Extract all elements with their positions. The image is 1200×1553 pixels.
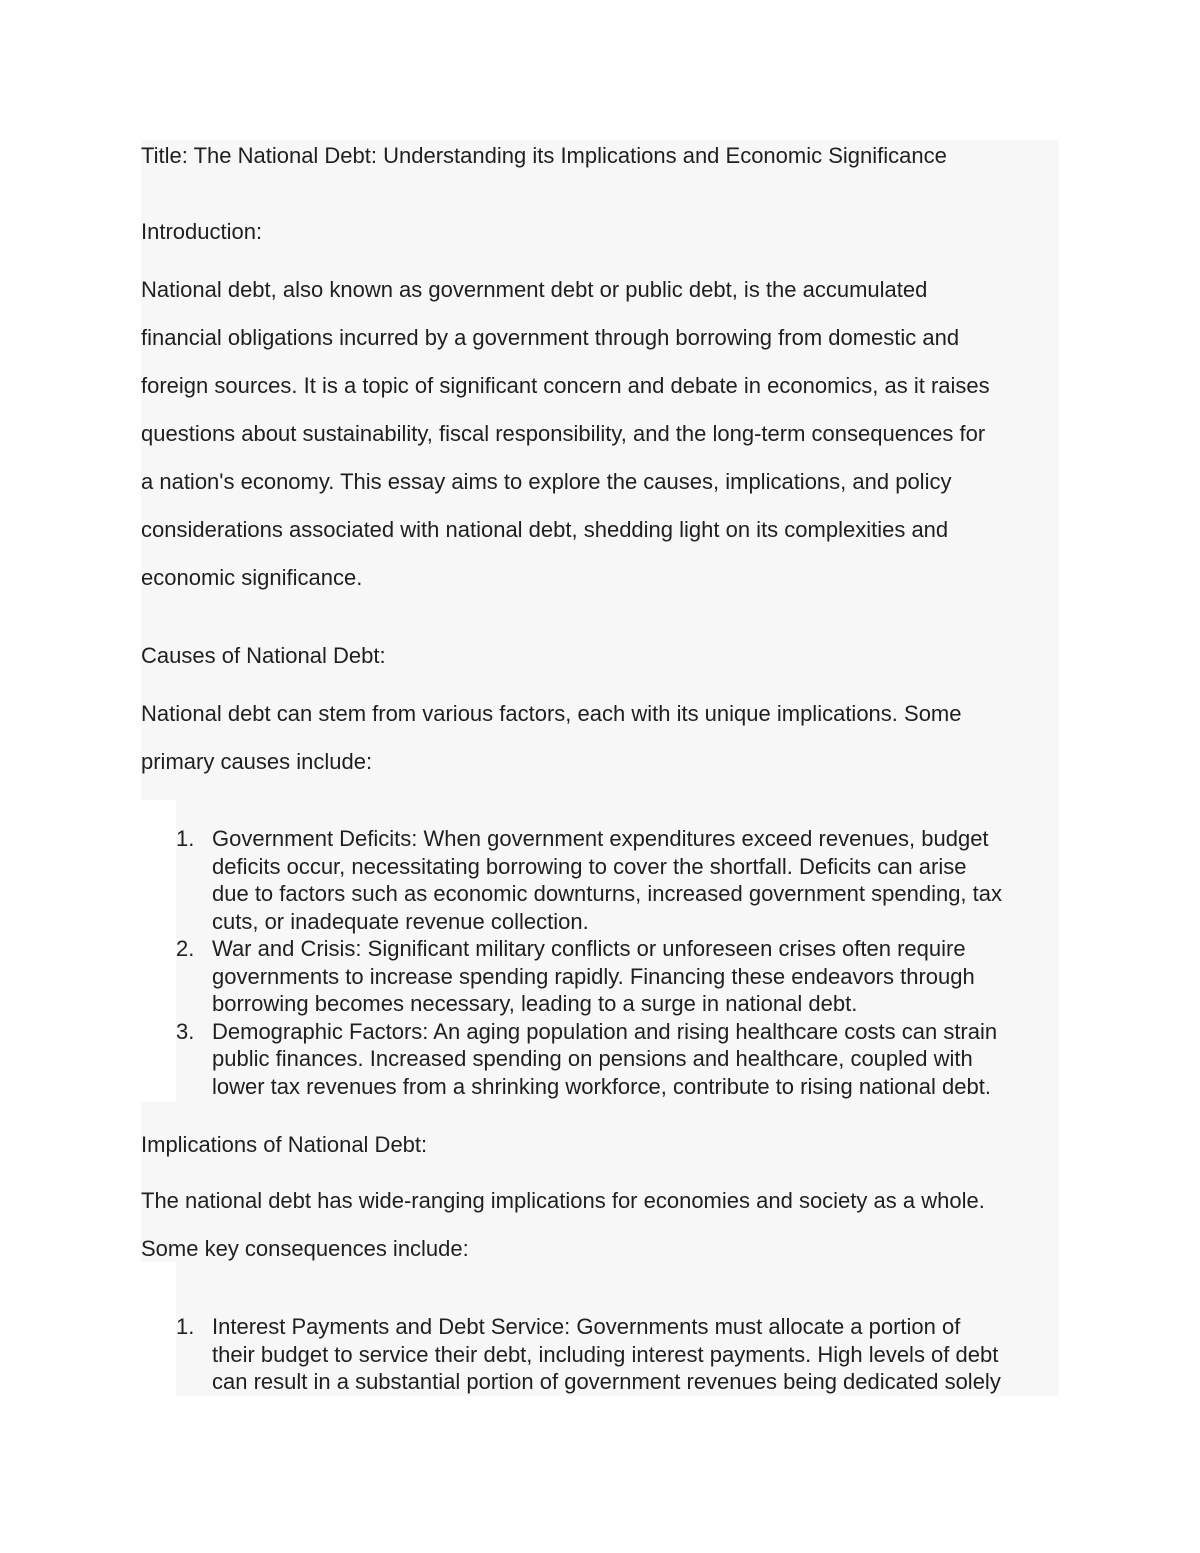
text-line: lower tax revenues from a shrinking workforce, contribute to rising national debt. <box>212 1073 991 1099</box>
text-line: considerations associated with national debt, shedding light on its complexities and <box>141 517 949 542</box>
list-item <box>176 935 1059 1018</box>
list-item <box>176 1018 1059 1101</box>
text-line: primary causes include: <box>141 749 373 774</box>
text-line: their budget to service their debt, including interest payments. High levels of debt <box>212 1341 999 1367</box>
text-line: questions about sustainability, fiscal responsibility, and the long-term consequences for <box>141 421 986 446</box>
text-line: National debt can stem from various factors, each with its unique implications. Some <box>141 701 962 726</box>
section-heading-implications: Implications of National Debt: <box>141 1132 428 1157</box>
text-line: governments to increase spending rapidly. Financing these endeavors through <box>212 963 975 989</box>
text-line: Government Deficits: When government expenditures exceed revenues, budget <box>212 826 989 851</box>
implications-list <box>176 1313 1059 1396</box>
text-line: cuts, or inadequate revenue collection. <box>212 908 589 934</box>
text-line: economic significance. <box>141 565 363 590</box>
document-title: Title: The National Debt: Understanding its Implications and Economic Significance <box>141 143 947 168</box>
text-line: Demographic Factors: An aging population and rising healthcare costs can strain <box>212 1018 998 1044</box>
text-line: public finances. Increased spending on pensions and healthcare, coupled with <box>212 1046 973 1071</box>
section-heading-introduction: Introduction: <box>141 219 263 244</box>
text-line: Interest Payments and Debt Service: Governments must allocate a portion of <box>212 1314 961 1339</box>
text-line: The national debt has wide-ranging implications for economies and society as a whole. <box>141 1188 985 1213</box>
causes-intro-paragraph <box>141 690 1059 786</box>
list-item <box>176 1313 1059 1396</box>
list-item-number: 2. <box>176 936 195 961</box>
implications-intro-paragraph <box>141 1177 1059 1273</box>
causes-list <box>176 825 1059 1100</box>
text-line: Some key consequences include: <box>141 1236 469 1261</box>
intro-paragraph <box>141 266 1059 602</box>
text-line: financial obligations incurred by a government through borrowing from domestic and <box>141 325 960 350</box>
list-item <box>176 825 1059 935</box>
text-line: National debt, also known as government debt or public debt, is the accumulated <box>141 277 928 302</box>
list-item-number: 1. <box>176 1314 195 1339</box>
list-item-number: 1. <box>176 826 195 851</box>
text-line: borrowing becomes necessary, leading to a surge in national debt. <box>212 991 858 1016</box>
text-line: deficits occur, necessitating borrowing to cover the shortfall. Deficits can arise <box>212 853 967 879</box>
section-heading-causes: Causes of National Debt: <box>141 643 386 668</box>
text-line: due to factors such as economic downturns, increased government spending, tax <box>212 881 1003 906</box>
text-line: a nation's economy. This essay aims to explore the causes, implications, and policy <box>141 469 952 494</box>
text-line: can result in a substantial portion of government revenues being dedicated solely <box>212 1369 1001 1394</box>
list-item-number: 3. <box>176 1018 195 1044</box>
text-line: foreign sources. It is a topic of significant concern and debate in economics, as it raises <box>141 373 990 398</box>
text-line: War and Crisis: Significant military conflicts or unforeseen crises often require <box>212 936 966 961</box>
